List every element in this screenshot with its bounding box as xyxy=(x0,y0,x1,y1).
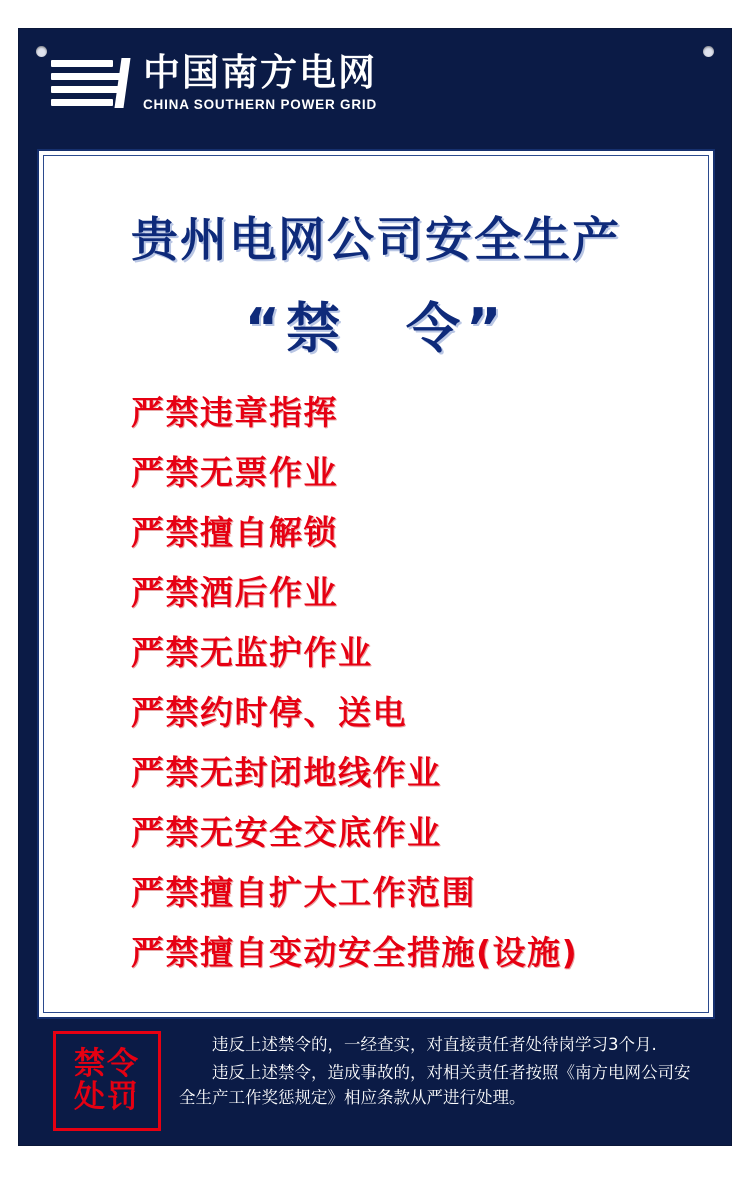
rule-item: 严禁擅自扩大工作范围 xyxy=(131,873,476,912)
penalty-stamp-line-1: 禁令 xyxy=(74,1045,140,1082)
penalty-section xyxy=(37,1029,715,1137)
penalty-paragraph-1: 违反上述禁令的，一经查实，对直接责任者处待岗学习3个月. xyxy=(212,1035,657,1054)
poster-header xyxy=(19,29,731,137)
southern-power-grid-logo-icon xyxy=(51,54,129,112)
poster-content-panel xyxy=(37,149,715,1019)
prohibition-rules-list xyxy=(39,393,713,996)
penalty-stamp-line-2: 处罚 xyxy=(74,1079,140,1115)
rule-item: 严禁擅自解锁 xyxy=(131,513,338,552)
poster-board xyxy=(18,28,732,1146)
penalty-paragraph-2: 违反上述禁令，造成事故的，对相关责任者按照《南方电网公司安全生产工作奖惩规定》相应条款从严进行处理。 xyxy=(179,1062,691,1107)
company-name-cn: 中国南方电网 xyxy=(143,51,377,95)
rule-item: 严禁无封闭地线作业 xyxy=(131,753,442,792)
company-name-block xyxy=(143,51,378,113)
rule-item: 严禁约时停、送电 xyxy=(131,693,407,732)
rule-item: 严禁酒后作业 xyxy=(131,573,338,612)
rule-item: 严禁无监护作业 xyxy=(131,633,373,672)
title-line-1: 贵州电网公司安全生产 xyxy=(131,213,621,268)
company-name-en: CHINA SOUTHERN POWER GRID xyxy=(143,97,378,113)
rule-item: 严禁无票作业 xyxy=(131,453,338,492)
penalty-stamp xyxy=(53,1031,161,1131)
rule-item: 严禁违章指挥 xyxy=(131,393,338,432)
rule-item: 严禁无安全交底作业 xyxy=(131,813,442,852)
penalty-text-block xyxy=(171,1029,715,1113)
poster-title xyxy=(39,203,713,363)
rule-item: 严禁擅自变动安全措施(设施) xyxy=(131,933,579,972)
title-line-2: “禁 令” xyxy=(244,297,508,360)
